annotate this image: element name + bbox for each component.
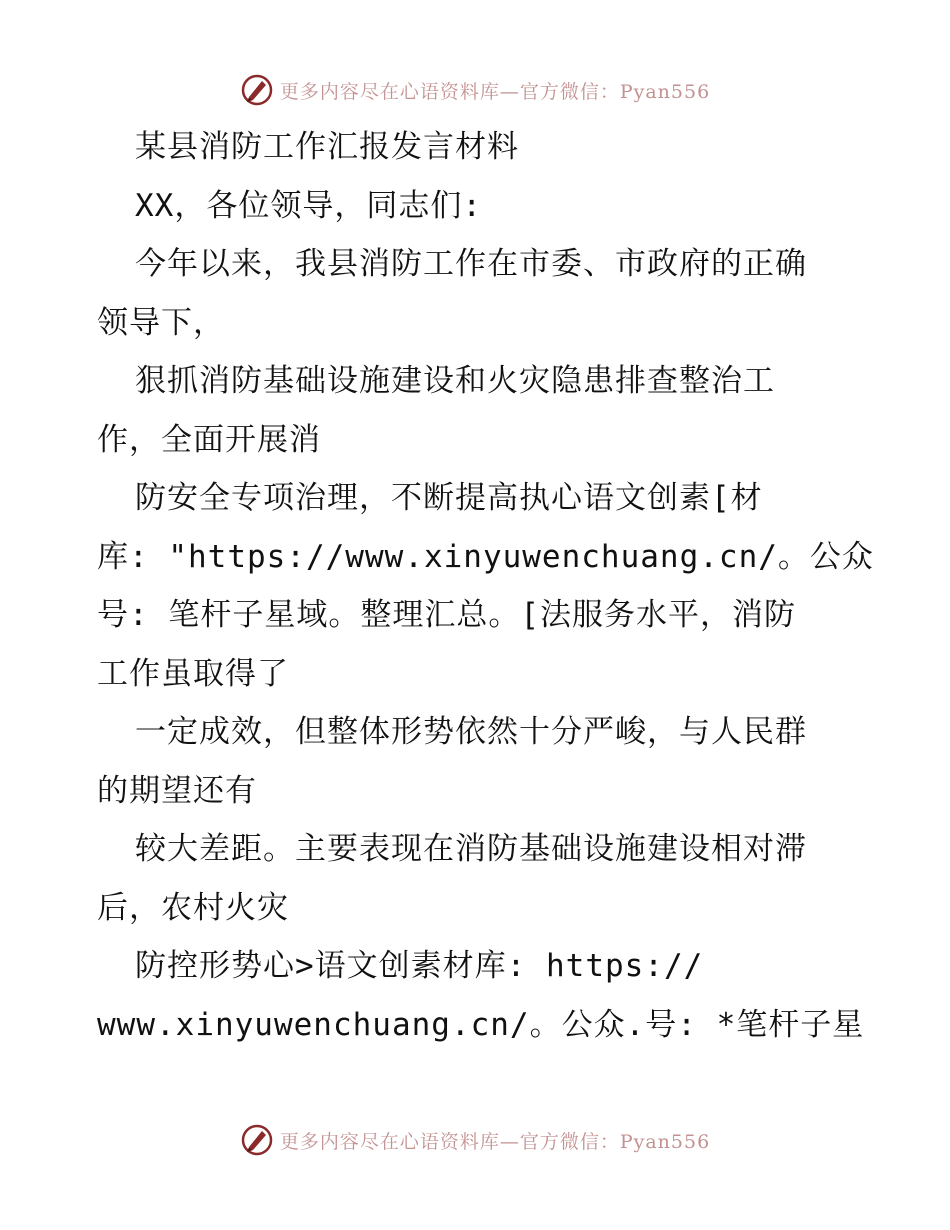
pen-logo-icon [240,1123,274,1157]
header-watermark-text: 更多内容尽在心语资料库—官方微信：Pyan556 [279,80,711,103]
document-text-line: 的期望还有 [97,772,257,809]
document-text-line: 号: 笔杆子星域。整理汇总。[法服务水平，消防 [97,597,796,633]
document-text-line: 防控形势心>语文创素材库: https:// [135,948,704,984]
document-text-line: XX，各位领导，同志们: [135,187,482,224]
pen-logo-icon [240,73,274,107]
document-text-line: 领导下， [97,304,225,341]
document-text-line: 作，全面开展消 [97,421,321,458]
document-title: 某县消防工作汇报发言材料 [135,129,519,165]
document-text-line: 后，农村火灾 [97,889,289,926]
document-text-line: 较大差距。主要表现在消防基础设施建设相对滞 [135,831,807,867]
header-watermark [0,70,950,110]
document-text-line: 工作虽取得了 [97,655,289,692]
document-text-line: 一定成效，但整体形势依然十分严峻，与人民群 [135,714,807,750]
document-body [97,118,897,1054]
document-text-line: 防安全专项治理，不断提高执心语文创素[材 [135,480,763,516]
document-text-line: 今年以来，我县消防工作在市委、市政府的正确 [135,246,807,282]
footer-watermark [0,1120,950,1160]
document-text-line: www.xinyuwenchuang.cn/。公众.号: *笔杆子星 [97,1006,865,1043]
footer-watermark-text: 更多内容尽在心语资料库—官方微信：Pyan556 [279,1130,711,1153]
document-text-line: 库: "https://www.xinyuwenchuang.cn/。公众 [97,538,874,575]
document-text-line: 狠抓消防基础设施建设和火灾隐患排查整治工 [135,363,775,399]
